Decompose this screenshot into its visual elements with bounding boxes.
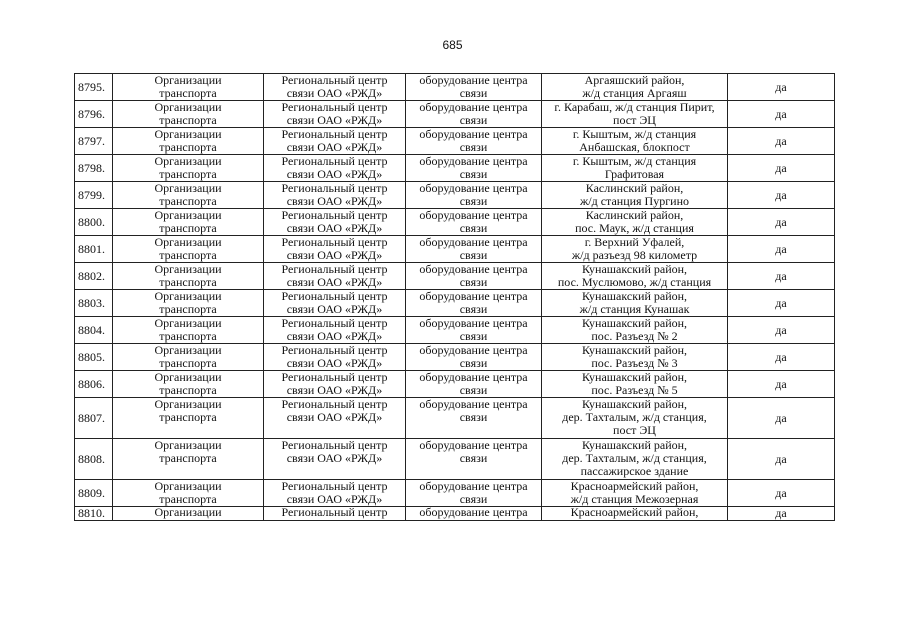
organization-cell	[264, 439, 406, 480]
category-cell	[113, 507, 264, 521]
location-cell-line: дер. Тахталым, ж/д станция,	[562, 410, 707, 424]
location-cell	[542, 128, 728, 155]
answer-cell: да	[728, 317, 835, 344]
location-cell-line: Анбашская, блокпост	[579, 140, 690, 154]
registry-table	[74, 73, 835, 521]
equipment-cell	[406, 209, 542, 236]
organization-cell-line: связи ОАО «РЖД»	[286, 86, 383, 100]
location-cell-line: Каслинский район,	[585, 181, 684, 195]
organization-cell	[264, 317, 406, 344]
organization-cell-line: Региональный центр	[281, 262, 388, 276]
table-row	[75, 74, 835, 101]
equipment-cell	[406, 236, 542, 263]
category-cell-line: Организации	[154, 73, 222, 87]
organization-cell-line: Региональный центр	[281, 289, 388, 303]
row-number-cell: 8807.	[75, 398, 113, 439]
category-cell-line: транспорта	[159, 113, 217, 127]
equipment-cell-line: связи	[459, 410, 488, 424]
answer-cell: да	[728, 128, 835, 155]
category-cell-line: Организации	[154, 235, 222, 249]
equipment-cell	[406, 317, 542, 344]
organization-cell-line: Региональный центр	[281, 479, 388, 493]
row-number-cell: 8804.	[75, 317, 113, 344]
answer-cell: да	[728, 371, 835, 398]
organization-cell-line: связи ОАО «РЖД»	[286, 329, 383, 343]
category-cell-line: Организации	[154, 370, 222, 384]
category-cell-line: Организации	[154, 100, 222, 114]
row-number-cell: 8800.	[75, 209, 113, 236]
organization-cell	[264, 371, 406, 398]
table-row	[75, 182, 835, 209]
organization-cell-line: Региональный центр	[281, 235, 388, 249]
location-cell-line: пос. Разъезд № 2	[591, 329, 678, 343]
organization-cell	[264, 398, 406, 439]
category-cell	[113, 182, 264, 209]
row-number-cell: 8803.	[75, 290, 113, 317]
registry-table-body	[75, 74, 835, 521]
category-cell	[113, 371, 264, 398]
equipment-cell	[406, 290, 542, 317]
equipment-cell	[406, 155, 542, 182]
category-cell-line: Организации	[154, 316, 222, 330]
category-cell	[113, 317, 264, 344]
equipment-cell	[406, 480, 542, 507]
row-number-cell: 8797.	[75, 128, 113, 155]
location-cell-line: Кунашакский район,	[581, 262, 688, 276]
table-row	[75, 236, 835, 263]
equipment-cell-line: оборудование центра	[419, 397, 528, 411]
table-row	[75, 263, 835, 290]
location-cell-line: пассажирское здание	[580, 464, 689, 478]
table-row	[75, 398, 835, 439]
equipment-cell-line: оборудование центра	[419, 262, 528, 276]
location-cell	[542, 371, 728, 398]
location-cell	[542, 236, 728, 263]
equipment-cell-line: оборудование центра	[419, 370, 528, 384]
table-row	[75, 101, 835, 128]
equipment-cell-line: оборудование центра	[419, 289, 528, 303]
equipment-cell-line: оборудование центра	[419, 127, 528, 141]
organization-cell-line: связи ОАО «РЖД»	[286, 383, 383, 397]
row-number-cell: 8798.	[75, 155, 113, 182]
organization-cell-line: связи ОАО «РЖД»	[286, 167, 383, 181]
equipment-cell-line: связи	[459, 140, 488, 154]
equipment-cell	[406, 507, 542, 521]
category-cell-line: транспорта	[159, 167, 217, 181]
location-cell-line: пос. Муслюмово, ж/д станция	[557, 275, 712, 289]
organization-cell-line: Региональный центр	[281, 438, 388, 452]
location-cell	[542, 290, 728, 317]
equipment-cell-line: оборудование центра	[419, 343, 528, 357]
answer-cell: да	[728, 209, 835, 236]
organization-cell-line: связи ОАО «РЖД»	[286, 275, 383, 289]
location-cell	[542, 317, 728, 344]
table-row	[75, 209, 835, 236]
equipment-cell-line: связи	[459, 492, 488, 506]
answer-cell: да	[728, 236, 835, 263]
equipment-cell	[406, 101, 542, 128]
location-cell-line: Кунашакский район,	[581, 316, 688, 330]
location-cell-line: Кунашакский район,	[581, 370, 688, 384]
organization-cell-line: связи ОАО «РЖД»	[286, 194, 383, 208]
category-cell	[113, 155, 264, 182]
category-cell-line: транспорта	[159, 356, 217, 370]
equipment-cell-line: оборудование центра	[419, 100, 528, 114]
organization-cell-line: Региональный центр	[281, 154, 388, 168]
location-cell-line: ж/д станция Пургино	[580, 194, 689, 208]
equipment-cell-line: оборудование центра	[419, 438, 528, 452]
location-cell-line: Аргаяшский район,	[584, 73, 685, 87]
category-cell-line: Организации	[154, 208, 222, 222]
category-cell-line: Организации	[154, 289, 222, 303]
location-cell	[542, 439, 728, 480]
location-cell	[542, 398, 728, 439]
organization-cell-line: Региональный центр	[281, 127, 388, 141]
equipment-cell	[406, 398, 542, 439]
organization-cell-line: связи ОАО «РЖД»	[286, 113, 383, 127]
location-cell-line: г. Карабаш, ж/д станция Пирит,	[554, 100, 715, 114]
organization-cell	[264, 128, 406, 155]
page-number: 685	[442, 38, 463, 52]
answer-cell: да	[728, 74, 835, 101]
location-cell-line: ж/д станция Межозерная	[570, 492, 699, 506]
answer-cell: да	[728, 101, 835, 128]
organization-cell-line: Региональный центр	[281, 397, 388, 411]
organization-cell-line: Региональный центр	[281, 181, 388, 195]
category-cell-line: транспорта	[159, 221, 217, 235]
location-cell	[542, 480, 728, 507]
category-cell	[113, 480, 264, 507]
location-cell-line: пос. Маук, ж/д станция	[575, 221, 694, 235]
location-cell-line: пос. Разъезд № 5	[591, 383, 678, 397]
category-cell-line: Организации	[154, 262, 222, 276]
location-cell-line: ж/д станция Аргаяш	[582, 86, 687, 100]
location-cell-line: Красноармейский район,	[570, 506, 699, 519]
row-number-cell: 8805.	[75, 344, 113, 371]
organization-cell	[264, 209, 406, 236]
row-number-cell: 8801.	[75, 236, 113, 263]
organization-cell-line: связи ОАО «РЖД»	[286, 410, 383, 424]
category-cell-line: транспорта	[159, 275, 217, 289]
table-row	[75, 290, 835, 317]
category-cell-line: Организации	[154, 397, 222, 411]
equipment-cell-line: связи	[459, 167, 488, 181]
equipment-cell-line: связи	[459, 221, 488, 235]
answer-cell: да	[728, 182, 835, 209]
organization-cell-line: Региональный центр	[281, 370, 388, 384]
answer-cell: да	[728, 290, 835, 317]
category-cell-line: транспорта	[159, 383, 217, 397]
category-cell-line: транспорта	[159, 329, 217, 343]
category-cell	[113, 101, 264, 128]
location-cell-line: Графитовая	[604, 167, 665, 181]
row-number-cell: 8802.	[75, 263, 113, 290]
location-cell-line: ж/д разъезд 98 километр	[571, 248, 698, 262]
equipment-cell-line: оборудование центра	[419, 154, 528, 168]
organization-cell-line: связи ОАО «РЖД»	[286, 451, 383, 465]
category-cell	[113, 209, 264, 236]
location-cell-line: Кунашакский район,	[581, 343, 688, 357]
row-number-cell: 8799.	[75, 182, 113, 209]
organization-cell	[264, 290, 406, 317]
category-cell-line: Организации	[154, 181, 222, 195]
location-cell-line: ж/д станция Кунашак	[579, 302, 690, 316]
category-cell-line: транспорта	[159, 302, 217, 316]
location-cell	[542, 507, 728, 521]
category-cell	[113, 344, 264, 371]
category-cell-line: транспорта	[159, 410, 217, 424]
equipment-cell-line: связи	[459, 356, 488, 370]
location-cell	[542, 182, 728, 209]
answer-cell: да	[728, 263, 835, 290]
table-row	[75, 344, 835, 371]
organization-cell	[264, 74, 406, 101]
category-cell-line: транспорта	[159, 140, 217, 154]
location-cell	[542, 74, 728, 101]
equipment-cell	[406, 371, 542, 398]
organization-cell-line: Региональный центр	[281, 100, 388, 114]
category-cell	[113, 398, 264, 439]
location-cell-line: г. Кыштым, ж/д станция	[572, 154, 697, 168]
location-cell	[542, 263, 728, 290]
category-cell	[113, 74, 264, 101]
organization-cell	[264, 507, 406, 521]
equipment-cell-line: связи	[459, 194, 488, 208]
category-cell	[113, 290, 264, 317]
equipment-cell-line: оборудование центра	[419, 316, 528, 330]
category-cell-line: транспорта	[159, 451, 217, 465]
equipment-cell-line: связи	[459, 383, 488, 397]
equipment-cell-line: оборудование центра	[419, 181, 528, 195]
equipment-cell-line: связи	[459, 329, 488, 343]
equipment-cell	[406, 182, 542, 209]
equipment-cell-line: оборудование центра	[419, 73, 528, 87]
answer-cell: да	[728, 439, 835, 480]
organization-cell-line: связи ОАО «РЖД»	[286, 248, 383, 262]
organization-cell-line: Региональный центр	[281, 343, 388, 357]
location-cell	[542, 101, 728, 128]
category-cell	[113, 263, 264, 290]
answer-cell: да	[728, 155, 835, 182]
category-cell	[113, 439, 264, 480]
location-cell-line: Каслинский район,	[585, 208, 684, 222]
organization-cell	[264, 101, 406, 128]
row-number-cell: 8809.	[75, 480, 113, 507]
equipment-cell	[406, 128, 542, 155]
location-cell	[542, 155, 728, 182]
location-cell-line: Кунашакский район,	[581, 289, 688, 303]
organization-cell	[264, 480, 406, 507]
table-row	[75, 439, 835, 480]
location-cell-line: пост ЭЦ	[613, 423, 656, 437]
row-number-cell: 8796.	[75, 101, 113, 128]
table-row	[75, 317, 835, 344]
category-cell-line: транспорта	[159, 194, 217, 208]
answer-cell: да	[728, 480, 835, 507]
category-cell-line: Организации	[154, 343, 222, 357]
answer-cell: да	[728, 398, 835, 439]
organization-cell	[264, 344, 406, 371]
organization-cell-line: Региональный центр	[281, 506, 388, 519]
location-cell-line: г. Кыштым, ж/д станция	[572, 127, 697, 141]
equipment-cell-line: оборудование центра	[419, 208, 528, 222]
organization-cell-line: связи ОАО «РЖД»	[286, 492, 383, 506]
organization-cell-line: Региональный центр	[281, 316, 388, 330]
row-number-cell: 8806.	[75, 371, 113, 398]
organization-cell	[264, 182, 406, 209]
equipment-cell-line: связи	[459, 248, 488, 262]
equipment-cell	[406, 344, 542, 371]
organization-cell-line: связи ОАО «РЖД»	[286, 221, 383, 235]
organization-cell-line: Региональный центр	[281, 208, 388, 222]
organization-cell-line: связи ОАО «РЖД»	[286, 356, 383, 370]
category-cell-line: Организации	[154, 127, 222, 141]
category-cell-line: транспорта	[159, 492, 217, 506]
location-cell-line: Красноармейский район,	[570, 479, 699, 493]
organization-cell-line: связи ОАО «РЖД»	[286, 302, 383, 316]
category-cell	[113, 128, 264, 155]
category-cell-line: Организации	[154, 154, 222, 168]
table-row	[75, 128, 835, 155]
location-cell	[542, 344, 728, 371]
location-cell	[542, 209, 728, 236]
equipment-cell-line: связи	[459, 86, 488, 100]
location-cell-line: Кунашакский район,	[581, 397, 688, 411]
organization-cell	[264, 263, 406, 290]
category-cell-line: Организации	[154, 479, 222, 493]
row-number-cell: 8808.	[75, 439, 113, 480]
location-cell-line: г. Верхний Уфалей,	[584, 235, 685, 249]
equipment-cell-line: связи	[459, 275, 488, 289]
equipment-cell-line: оборудование центра	[419, 479, 528, 493]
equipment-cell-line: оборудование центра	[419, 506, 528, 519]
equipment-cell-line: связи	[459, 451, 488, 465]
category-cell-line: транспорта	[159, 248, 217, 262]
equipment-cell	[406, 263, 542, 290]
category-cell	[113, 236, 264, 263]
answer-cell: да	[728, 344, 835, 371]
location-cell-line: дер. Тахталым, ж/д станция,	[562, 451, 707, 465]
equipment-cell-line: связи	[459, 302, 488, 316]
organization-cell	[264, 236, 406, 263]
organization-cell-line: связи ОАО «РЖД»	[286, 140, 383, 154]
equipment-cell-line: связи	[459, 113, 488, 127]
table-row	[75, 507, 835, 521]
equipment-cell	[406, 74, 542, 101]
table-row	[75, 371, 835, 398]
organization-cell-line: Региональный центр	[281, 73, 388, 87]
table-row	[75, 480, 835, 507]
category-cell-line: Организации	[154, 506, 222, 519]
category-cell-line: Организации	[154, 438, 222, 452]
equipment-cell-line: оборудование центра	[419, 235, 528, 249]
row-number-cell: 8795.	[75, 74, 113, 101]
table-row	[75, 155, 835, 182]
location-cell-line: пос. Разъезд № 3	[591, 356, 678, 370]
location-cell-line: Кунашакский район,	[581, 438, 688, 452]
category-cell-line: транспорта	[159, 86, 217, 100]
row-number-cell: 8810.	[75, 507, 113, 521]
equipment-cell	[406, 439, 542, 480]
answer-cell: да	[728, 507, 835, 521]
organization-cell	[264, 155, 406, 182]
location-cell-line: пост ЭЦ	[613, 113, 656, 127]
